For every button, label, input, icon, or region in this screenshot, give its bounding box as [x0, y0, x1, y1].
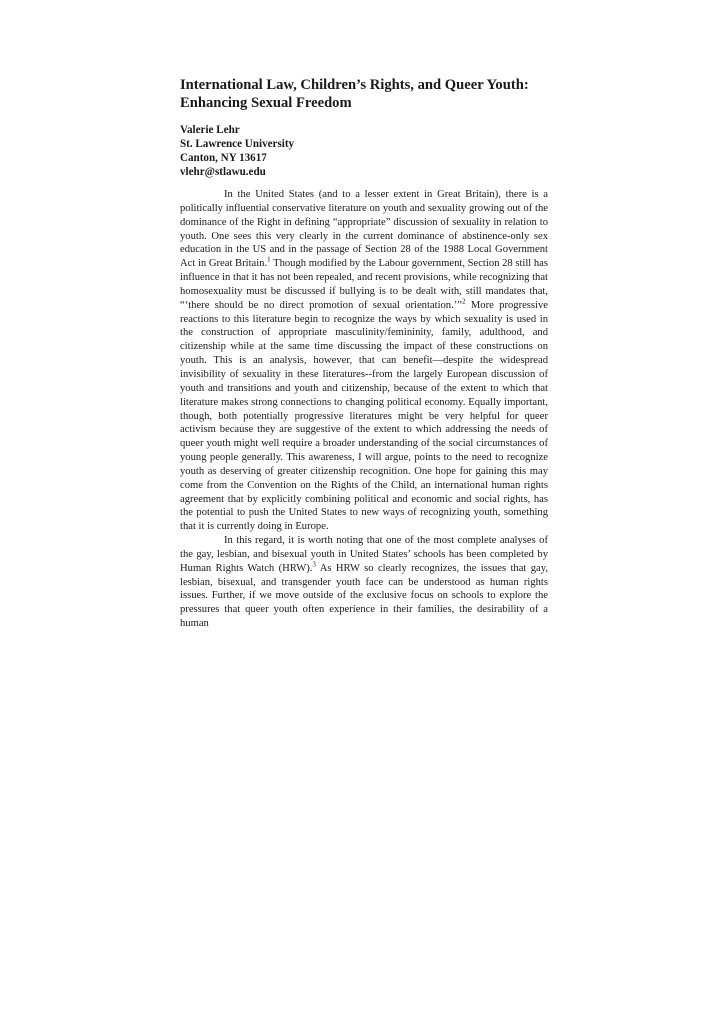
paragraph-2 [180, 534, 548, 631]
footnote-ref-2[interactable]: 2 [462, 297, 466, 306]
footnote-ref-3[interactable]: 3 [312, 560, 316, 569]
paragraph-1 [180, 188, 548, 534]
paragraph-1-part-1: In the United States (and to a lesser extent in Great Britain), there is a politically influential conservative literature on youth and sexuality growing out of the dominance of the Right in defining “appropriate” discussion of sexuality in relation to youth. One sees this very clearly in the current dominance of abstinence-only sex education in the US and in the passage of Section 28 of the 1988 Local Government Act in Great Britain. [180, 189, 548, 270]
author-location: Canton, NY 13617 [180, 152, 267, 164]
author-email[interactable]: vlehr@stlawu.edu [180, 166, 266, 178]
body-text [180, 188, 548, 631]
title-line-1: International Law, Children’s Rights, and Queer Youth: [180, 77, 529, 93]
paper-title [180, 76, 548, 112]
author-block [180, 123, 548, 179]
title-line-2: Enhancing Sexual Freedom [180, 95, 352, 111]
author-name: Valerie Lehr [180, 124, 240, 136]
footnote-ref-1[interactable]: 1 [267, 255, 271, 264]
paragraph-2-part-2: As HRW so clearly recognizes, the issues that gay, lesbian, bisexual, and transgender youth face can be understood as human rights issues. Further, if we move outside of the exclusive focus on schools to explore the pressures that queer youth often experience in their families, the desirability of a human [180, 562, 548, 630]
paragraph-2-part-1: In this regard, it is worth noting that one of the most complete analyses of the gay, lesbian, and bisexual youth in United States’ schools has been completed by Human Rights Watch (HRW). [180, 535, 548, 574]
paper-page [180, 76, 548, 631]
paragraph-1-part-3: More progressive reactions to this literature begin to recognize the ways by which sexuality is used in the construction of appropriate masculinity/femininity, family, adulthood, and citizenship while at the same time discussing the impact of these constructions on youth. This is an analysis, however, that can benefit—despite the widespread invisibility of sexuality in these literatures--from the largely European discussion of youth and transitions and youth and citizenship, because of the extent to which that literature makes strong connections to changing political economy. Equally important, though, both potentially progressive literatures might be very helpful for queer activism because they are suggestive of the extent to which addressing the needs of queer youth might well require a broader understanding of the social circumstances of young people generally. This awareness, I will argue, points to the need to recognize youth as deserving of greater citizenship recognition. One hope for gaining this may come from the Convention on the Rights of the Child, an international human rights agreement that by explicitly combining political and economic and social rights, has the potential to push the United States to new ways of recognizing youth, something that it is currently doing in Europe. [180, 299, 548, 533]
author-affiliation: St. Lawrence University [180, 138, 295, 150]
paragraph-1-part-2: Though modified by the Labour government, Section 28 still has influence in that it has not been repealed, and recent provisions, while recognizing that homosexuality must be discussed if bullying is to be dealt with, still mandates that, “‘there should be no direct promotion of sexual orientation.’” [180, 258, 549, 311]
